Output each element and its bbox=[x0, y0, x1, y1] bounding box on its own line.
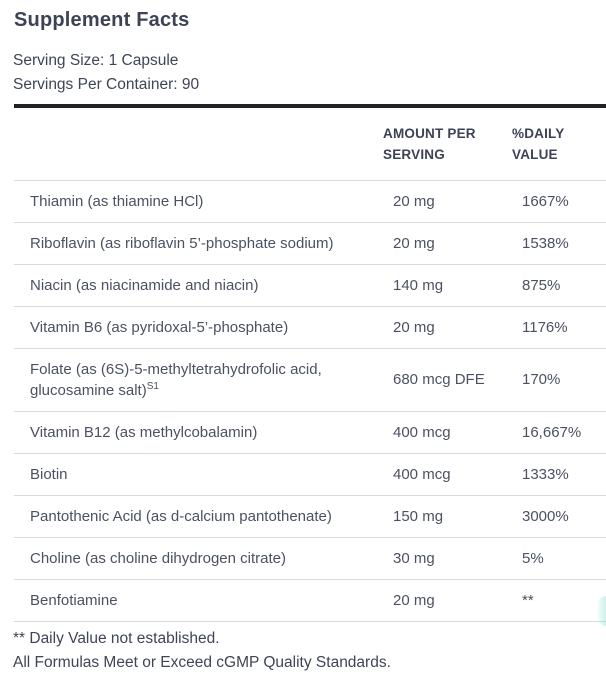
table-row bbox=[14, 348, 606, 411]
ingredient-name: Folate (as (6S)-5-methyltetrahydrofolic acid, glucosamine salt)$^{S1}$ bbox=[14, 348, 383, 411]
table-row bbox=[14, 411, 606, 453]
ingredient-amount: 20 mg bbox=[383, 222, 512, 264]
ingredient-name: Pantothenic Acid (as d-calcium pantothenate) bbox=[14, 495, 383, 537]
chat-widget-button[interactable] bbox=[598, 596, 606, 626]
ingredient-name: Biotin bbox=[14, 453, 383, 495]
ingredient-name: Vitamin B12 (as methylcobalamin) bbox=[14, 411, 383, 453]
servings-per-container: Servings Per Container: 90 bbox=[13, 76, 200, 93]
facts-table-header bbox=[14, 108, 606, 180]
ingredient-dv: ** bbox=[512, 579, 606, 621]
ingredient-dv: 5% bbox=[512, 537, 606, 579]
dv-not-established-note: ** Daily Value not established. bbox=[13, 629, 220, 647]
table-row bbox=[14, 453, 606, 495]
ingredient-amount: 400 mcg bbox=[383, 453, 512, 495]
facts-table-container bbox=[14, 104, 606, 622]
ingredient-name: Benfotiamine bbox=[14, 579, 383, 621]
ingredient-dv: 1538% bbox=[512, 222, 606, 264]
serving-size: Serving Size: 1 Capsule bbox=[13, 52, 179, 69]
supplement-facts-panel bbox=[0, 7, 606, 691]
facts-table bbox=[14, 108, 606, 622]
ingredient-dv: 1176% bbox=[512, 306, 606, 348]
table-row bbox=[14, 264, 606, 306]
table-row bbox=[14, 222, 606, 264]
ingredient-name: Niacin (as niacinamide and niacin) bbox=[14, 264, 383, 306]
ingredient-name: Choline (as choline dihydrogen citrate) bbox=[14, 537, 383, 579]
header-ingredient-spacer bbox=[14, 108, 383, 180]
ingredient-amount: 140 mg bbox=[383, 264, 512, 306]
ingredient-amount: 30 mg bbox=[383, 537, 512, 579]
table-row bbox=[14, 537, 606, 579]
ingredient-dv: 1333% bbox=[512, 453, 606, 495]
ingredient-name: Riboflavin (as riboflavin 5’-phosphate sodium) bbox=[14, 222, 383, 264]
ingredient-dv: 170% bbox=[512, 348, 606, 411]
ingredient-amount: 680 mcg DFE bbox=[383, 348, 512, 411]
ingredient-amount: 20 mg bbox=[383, 306, 512, 348]
ingredient-amount: 20 mg bbox=[383, 180, 512, 222]
facts-table-body bbox=[14, 180, 606, 621]
ingredient-name: Vitamin B6 (as pyridoxal-5’-phosphate) bbox=[14, 306, 383, 348]
footnotes bbox=[13, 627, 606, 675]
ingredient-name: Thiamin (as thiamine HCl) bbox=[14, 180, 383, 222]
page-title: Supplement Facts bbox=[14, 9, 190, 31]
table-row bbox=[14, 306, 606, 348]
serving-info bbox=[13, 49, 606, 97]
ingredient-dv: 16,667% bbox=[512, 411, 606, 453]
ingredient-dv: 1667% bbox=[512, 180, 606, 222]
header-daily-value: %DAILY VALUE bbox=[512, 108, 606, 180]
table-row bbox=[14, 180, 606, 222]
ingredient-amount: 20 mg bbox=[383, 579, 512, 621]
table-row bbox=[14, 495, 606, 537]
ingredient-amount: 400 mcg bbox=[383, 411, 512, 453]
ingredient-amount: 150 mg bbox=[383, 495, 512, 537]
ingredient-dv: 3000% bbox=[512, 495, 606, 537]
table-row bbox=[14, 579, 606, 621]
ingredient-dv: 875% bbox=[512, 264, 606, 306]
cgmp-quality-note: All Formulas Meet or Exceed cGMP Quality Standards. bbox=[13, 653, 391, 671]
header-amount-per-serving: AMOUNT PER SERVING bbox=[383, 108, 512, 180]
